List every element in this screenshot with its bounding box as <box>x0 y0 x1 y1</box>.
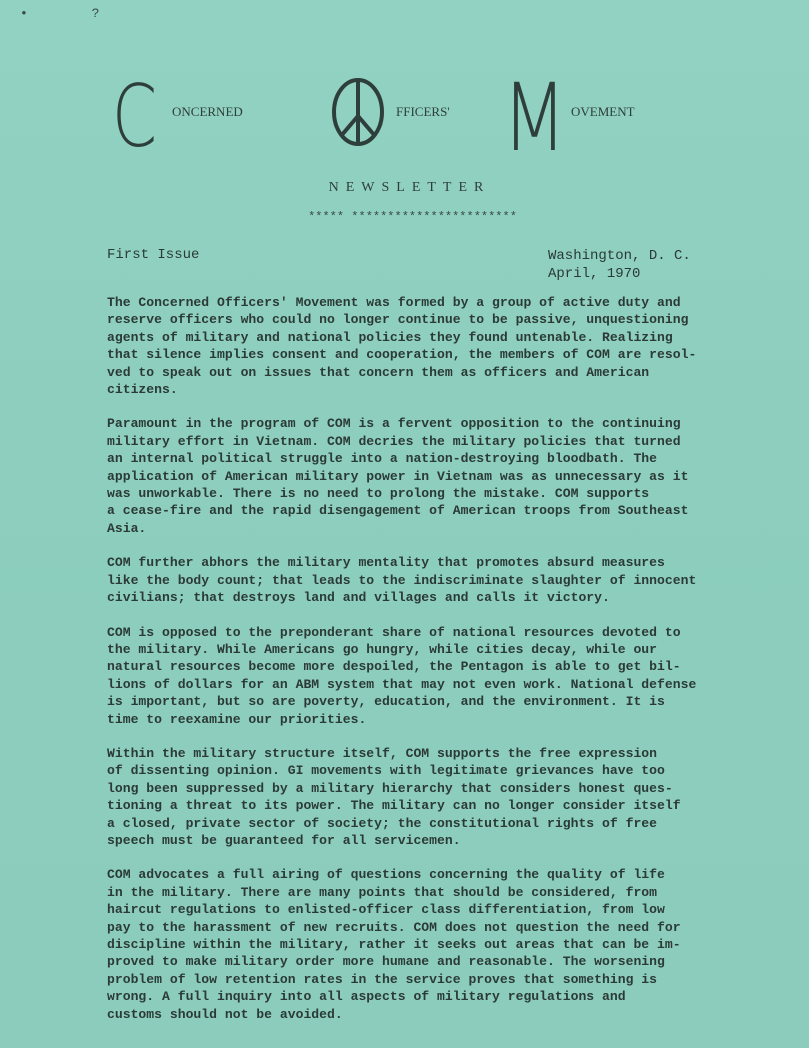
masthead-letter-c: C <box>112 67 158 167</box>
newsletter-title: NEWSLETTER <box>328 180 491 195</box>
body-text <box>107 294 717 1040</box>
masthead-letter-m: M <box>502 64 567 173</box>
paragraph: Paramount in the program of COM is a fervent opposition to the continuing military effort in Vietnam. COM decries the military policies that turned an internal political struggle into a nation-destroying bloodbath. The application of American military power in Vietnam was as unnecessary as it was unworkable. There is no need to prolong the mistake. COM supports a cease-fire and the rapid disengagement of American troops from Southeast Asia. <box>107 416 689 536</box>
dateline <box>548 247 691 283</box>
masthead <box>0 64 809 173</box>
paragraph: The Concerned Officers' Movement was formed by a group of active duty and reserve officers who could no longer continue to be passive, unquestioning agents of military and national policies they found untenable. Realizing that silence implies consent and cooperation, the members of COM are resol- ved to speak out on issues that concern them as officers and American citizens. <box>107 295 697 398</box>
masthead-word-concerned: ONCERNED <box>172 104 243 119</box>
masthead-word-movement: OVEMENT <box>571 104 635 119</box>
corner-marks: • ? <box>20 6 128 21</box>
star-divider: ***** *********************** <box>308 210 517 224</box>
paragraph: COM further abhors the military mentality that promotes absurd measures like the body count; that leads to the indiscriminate slaughter of innocent civilians; that destroys land and villages and calls it victory. <box>107 555 697 606</box>
masthead-word-officers: FFICERS' <box>396 104 450 119</box>
issue-label: First Issue <box>107 247 200 263</box>
dateline-city: Washington, D. C. <box>548 248 691 264</box>
paragraph: COM advocates a full airing of questions concerning the quality of life in the military. There are many points that should be considered, from haircut regulations to enlisted-officer class differentiation, from low pay to the harassment of new recruits. COM does not question the need for discipline within the military, rather it seeks out areas that can be im- proved to make military order more humane and reasonable. The worsening problem of low retention rates in the service proves that something is wrong. A full inquiry into all aspects of military regulations and customs should not be avoided. <box>107 867 681 1022</box>
dateline-date: April, 1970 <box>548 266 641 282</box>
peace-symbol-icon <box>330 76 386 148</box>
paragraph: Within the military structure itself, COM supports the free expression of dissenting opinion. GI movements with legitimate grievances have too long been suppressed by a military hierarchy that considers honest ques- tioning a threat to its power. The military can no longer consider itself a closed, private sector of society; the constitutional rights of free speech must be guaranteed for all servicemen. <box>107 745 681 848</box>
paragraph: COM is opposed to the preponderant share of national resources devoted to the military. While Americans go hungry, while cities decay, while our natural resources become more despoiled, the Pentagon is able to get bil- lions of dollars for an ABM system that may not even work. National defense is important, but so are poverty, education, and the environment. It is time to reexamine our priorities. <box>107 624 697 727</box>
